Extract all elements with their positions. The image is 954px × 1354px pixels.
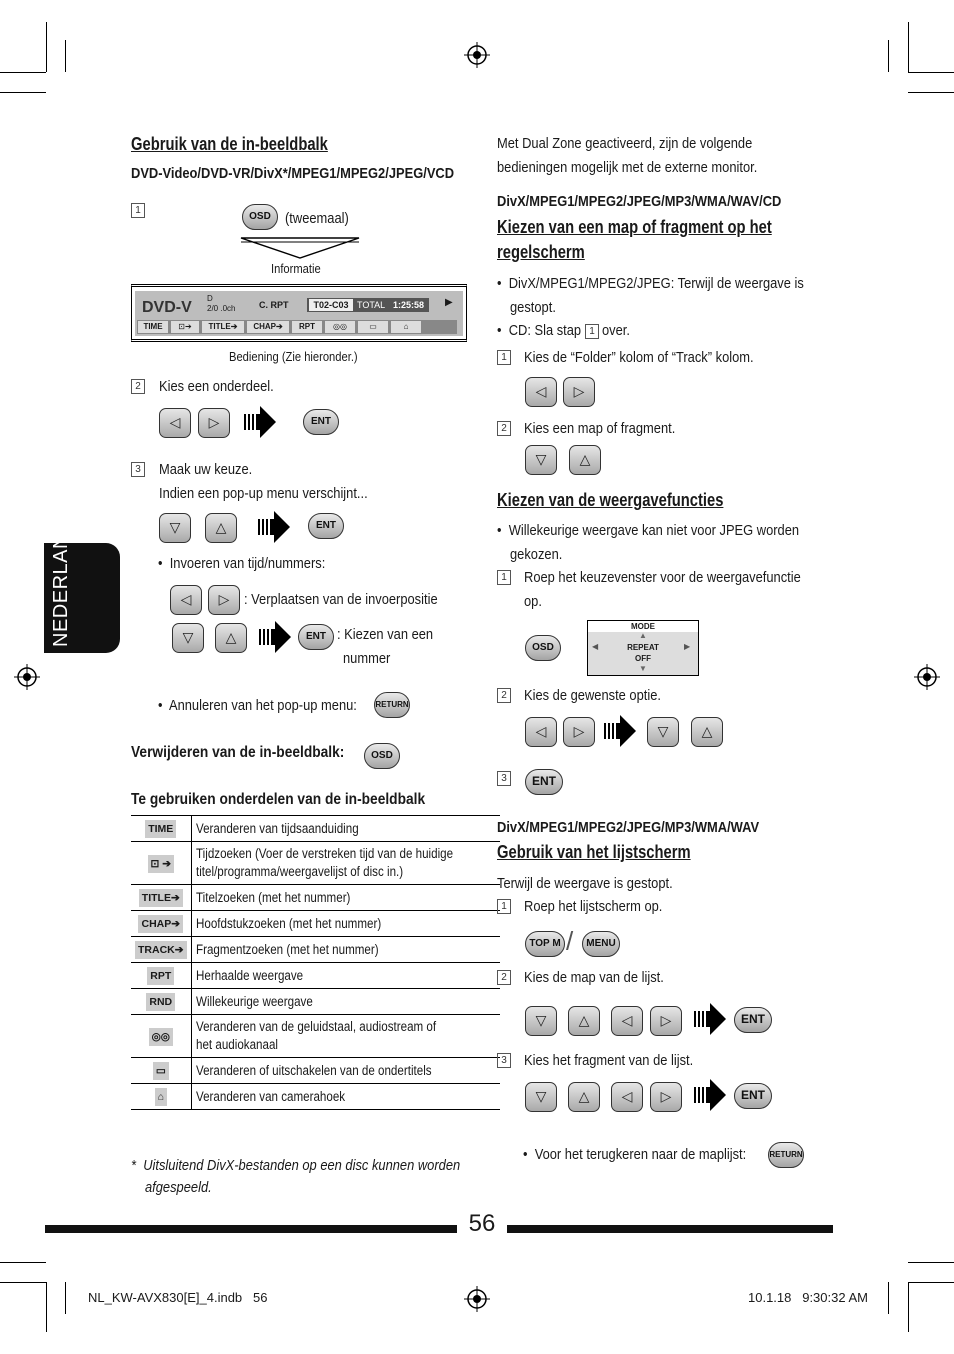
crop-mark bbox=[0, 92, 46, 93]
table-row bbox=[131, 1015, 500, 1058]
intro-text: bedieningen mogelijk met de externe monitor. bbox=[497, 159, 758, 176]
table-description-cell bbox=[191, 816, 500, 842]
return-button[interactable]: RETURN bbox=[374, 692, 410, 718]
ent-button[interactable]: ENT bbox=[298, 624, 334, 650]
crop-mark bbox=[46, 22, 47, 72]
down-button[interactable]: ▽ bbox=[159, 513, 191, 543]
mode-box bbox=[587, 620, 699, 676]
left-triangle-icon: ◀ bbox=[592, 642, 599, 651]
step-text: Kies de “Folder” kolom of “Track” kolom. bbox=[524, 349, 754, 366]
footer-rule bbox=[507, 1225, 833, 1233]
step-text: Roep het lijstscherm op. bbox=[524, 898, 663, 915]
bullet-text: CD: Sla stap bbox=[508, 322, 582, 339]
osd-item-icon: RPT bbox=[147, 967, 174, 985]
bullet-text: Voor het terugkeren naar de maplijst: bbox=[534, 1146, 747, 1163]
osd-item-icon: ⌂ bbox=[155, 1088, 167, 1106]
step-text: Kies de map van de lijst. bbox=[524, 969, 664, 986]
left-button[interactable]: ◁ bbox=[170, 585, 202, 615]
ent-button[interactable]: ENT bbox=[525, 769, 563, 795]
up-button[interactable]: △ bbox=[205, 513, 237, 543]
step-text: Kies de gewenste optie. bbox=[524, 687, 661, 704]
slash-separator: / bbox=[566, 926, 574, 956]
osd-item-title[interactable]: TITLE➔ bbox=[202, 321, 244, 333]
crop-mark bbox=[0, 1262, 46, 1263]
crop-mark bbox=[0, 1282, 46, 1283]
table-description: Titelzoeken (met het nummer) bbox=[195, 889, 350, 905]
right-triangle-icon: ▶ bbox=[684, 642, 691, 651]
osd-item-time[interactable]: TIME bbox=[138, 321, 168, 333]
crop-mark bbox=[0, 72, 46, 73]
table-description-cell bbox=[191, 842, 500, 885]
then-arrow-icon bbox=[693, 1002, 727, 1036]
ent-button[interactable]: ENT bbox=[308, 513, 344, 539]
table-description-cell bbox=[191, 1058, 500, 1084]
up-button[interactable]: △ bbox=[691, 717, 723, 747]
table-row bbox=[131, 1058, 500, 1084]
crop-mark bbox=[888, 1282, 889, 1314]
mode-value: OFF bbox=[635, 654, 651, 663]
bullet-text: over. bbox=[602, 322, 630, 339]
crop-mark bbox=[908, 92, 954, 93]
left-button[interactable]: ◁ bbox=[611, 1006, 643, 1036]
right-button[interactable]: ▷ bbox=[650, 1006, 682, 1036]
camera-angle-icon[interactable]: ⌂ bbox=[391, 321, 421, 333]
table-row bbox=[131, 816, 500, 842]
table-icon-cell bbox=[131, 963, 191, 989]
step-text: Indien een pop-up menu verschijnt... bbox=[159, 485, 368, 502]
crop-mark bbox=[65, 1282, 66, 1314]
select-label: : Kiezen van een bbox=[337, 626, 434, 643]
table-description: Veranderen van camerahoek bbox=[195, 1088, 345, 1104]
footer-filename: NL_KW-AVX830[E]_4.indb 56 bbox=[88, 1290, 268, 1305]
mode-value: REPEAT bbox=[627, 643, 659, 652]
bullet-item: • Willekeurige weergave kan niet voor JPEG worden bbox=[497, 522, 800, 539]
then-arrow-icon bbox=[257, 510, 291, 544]
registration-mark-icon bbox=[464, 1286, 490, 1312]
table-row bbox=[131, 842, 500, 885]
language-tab bbox=[44, 505, 120, 653]
table-row bbox=[131, 885, 500, 911]
up-button[interactable]: △ bbox=[568, 1006, 600, 1036]
legend-table-wrap bbox=[131, 815, 500, 1110]
bullet-text: Invoeren van tijd/nummers: bbox=[169, 555, 326, 572]
osd-item-chap[interactable]: CHAP➔ bbox=[247, 321, 289, 333]
step-number: 1 bbox=[131, 203, 145, 218]
subtitle-icon[interactable]: ▭ bbox=[358, 321, 388, 333]
osd-button[interactable]: OSD bbox=[364, 743, 400, 769]
registration-mark-icon bbox=[464, 42, 490, 68]
osd-bar-panel bbox=[131, 284, 467, 342]
up-button[interactable]: △ bbox=[215, 623, 247, 653]
down-button[interactable]: ▽ bbox=[525, 445, 557, 475]
table-description-cell bbox=[191, 989, 500, 1015]
play-icon: ▶ bbox=[445, 297, 453, 308]
table-description: Fragmentzoeken (met het nummer) bbox=[195, 941, 379, 957]
left-button[interactable]: ◁ bbox=[611, 1082, 643, 1112]
table-icon-cell bbox=[131, 885, 191, 911]
crop-mark bbox=[888, 40, 889, 72]
osd-item-icon: TITLE➔ bbox=[139, 889, 183, 907]
table-description-cell bbox=[191, 963, 500, 989]
repeat-status: C. RPT bbox=[259, 300, 289, 310]
format-list: DivX/MPEG1/MPEG2/JPEG/MP3/WMA/WAV/CD bbox=[497, 193, 782, 210]
then-arrow-icon bbox=[693, 1078, 727, 1112]
bullet-item: • DivX/MPEG1/MPEG2/JPEG: Terwijl de weergave is bbox=[497, 275, 804, 292]
legend-table bbox=[131, 815, 500, 1110]
table-icon-cell bbox=[131, 816, 191, 842]
table-row bbox=[131, 963, 500, 989]
step-text: Maak uw keuze. bbox=[159, 461, 253, 478]
osd-button[interactable]: OSD bbox=[242, 204, 278, 230]
control-label: Bediening (Zie hieronder.) bbox=[229, 349, 358, 364]
bullet-text: Annuleren van het pop-up menu: bbox=[168, 697, 357, 714]
down-triangle-icon: ▼ bbox=[639, 664, 647, 673]
table-description-cell bbox=[191, 937, 500, 963]
down-button[interactable]: ▽ bbox=[525, 1082, 557, 1112]
step-number: 1 bbox=[497, 350, 511, 365]
osd-item-icon: RND bbox=[146, 993, 175, 1011]
then-arrow-icon bbox=[243, 405, 277, 439]
down-button[interactable]: ▽ bbox=[647, 717, 679, 747]
table-row bbox=[131, 1084, 500, 1110]
crop-mark bbox=[46, 1282, 47, 1332]
crop-mark bbox=[908, 1282, 954, 1283]
step-number: 3 bbox=[131, 462, 145, 477]
info-label: Informatie bbox=[271, 261, 321, 276]
osd-item-icon: ⊡ ➔ bbox=[148, 855, 175, 873]
left-button[interactable]: ◁ bbox=[159, 408, 191, 438]
intro-text: Met Dual Zone geactiveerd, zijn de volgende bbox=[497, 135, 753, 152]
bullet-text: gekozen. bbox=[510, 546, 563, 563]
right-button[interactable]: ▷ bbox=[563, 717, 595, 747]
table-description: Veranderen of uitschakelen van de ondertitels bbox=[195, 1062, 432, 1078]
bullet-text: gestopt. bbox=[510, 299, 556, 316]
table-description: Herhaalde weergave bbox=[195, 967, 303, 983]
table-title: Te gebruiken onderdelen van de in-beeldbalk bbox=[131, 791, 426, 808]
table-row bbox=[131, 937, 500, 963]
left-button[interactable]: ◁ bbox=[525, 717, 557, 747]
osd-item-title-label: TITLE bbox=[208, 322, 231, 331]
step-number: 2 bbox=[497, 688, 511, 703]
registration-mark-icon bbox=[14, 664, 40, 690]
table-icon-cell bbox=[131, 989, 191, 1015]
crop-mark bbox=[65, 40, 66, 72]
bullet-text: DivX/MPEG1/MPEG2/JPEG: Terwijl de weergave is bbox=[508, 275, 804, 292]
step-number: 1 bbox=[497, 570, 511, 585]
table-icon-cell bbox=[131, 1084, 191, 1110]
right-button[interactable]: ▷ bbox=[563, 377, 595, 407]
step-note: (tweemaal) bbox=[285, 210, 349, 227]
osd-item-icon: ◎◎ bbox=[149, 1028, 173, 1046]
step-text: Roep het keuzevenster voor de weergavefunctie bbox=[524, 569, 801, 586]
step-number: 3 bbox=[497, 1053, 511, 1068]
crop-mark bbox=[908, 72, 954, 73]
format-list: DVD-Video/DVD-VR/DivX*/MPEG1/MPEG2/JPEG/VCD bbox=[131, 165, 455, 182]
up-button[interactable]: △ bbox=[569, 445, 601, 475]
registration-mark-icon bbox=[914, 664, 940, 690]
audio-icon[interactable]: ◎◎ bbox=[325, 321, 355, 333]
step-number: 1 bbox=[497, 899, 511, 914]
top-menu-button[interactable]: TOP M bbox=[525, 931, 565, 957]
right-button[interactable]: ▷ bbox=[650, 1082, 682, 1112]
table-description-cell bbox=[191, 885, 500, 911]
time-search-icon[interactable]: ⊡➔ bbox=[171, 321, 199, 333]
then-arrow-icon bbox=[603, 714, 637, 748]
osd-item-rpt[interactable]: RPT bbox=[292, 321, 322, 333]
osd-item-icon: TIME bbox=[145, 820, 176, 838]
audio-channels: 2/0 .0ch bbox=[207, 304, 236, 313]
right-button[interactable]: ▷ bbox=[198, 408, 230, 438]
right-button[interactable]: ▷ bbox=[208, 585, 240, 615]
bullet-item: • Invoeren van tijd/nummers: bbox=[158, 555, 326, 572]
table-description-cell bbox=[191, 1015, 500, 1058]
format-list: DivX/MPEG1/MPEG2/JPEG/MP3/WMA/WAV bbox=[497, 819, 760, 836]
step-number: 2 bbox=[131, 379, 145, 394]
table-icon-cell bbox=[131, 937, 191, 963]
step-text: Kies het fragment van de lijst. bbox=[524, 1052, 694, 1069]
footnote-text: Uitsluitend DivX-bestanden op een disc kunnen worden bbox=[143, 1157, 461, 1174]
disc-type: DVD-V bbox=[142, 299, 192, 316]
table-description: Willekeurige weergave bbox=[195, 993, 313, 1009]
table-icon-cell bbox=[131, 1058, 191, 1084]
osd-item-icon: ▭ bbox=[153, 1062, 169, 1080]
bullet-item: • Voor het terugkeren naar de maplijst: bbox=[523, 1146, 747, 1163]
language-tab-label: NEDERLANDS bbox=[50, 505, 72, 647]
mode-title: MODE bbox=[588, 621, 698, 632]
down-button[interactable]: ▽ bbox=[525, 1006, 557, 1036]
osd-item-icon: CHAP➔ bbox=[138, 915, 183, 933]
move-label: : Verplaatsen van de invoerpositie bbox=[244, 591, 438, 608]
table-icon-cell bbox=[131, 1015, 191, 1058]
osd-item-icon: TRACK➔ bbox=[135, 941, 187, 959]
osd-button[interactable]: OSD bbox=[525, 635, 561, 661]
audio-format: D bbox=[207, 294, 213, 303]
page-number: 56 bbox=[468, 1210, 496, 1237]
step-text: Kies een onderdeel. bbox=[159, 378, 274, 395]
section-heading: Kiezen van een map of fragment op het bbox=[497, 217, 772, 237]
down-arrow-icon bbox=[239, 236, 361, 260]
table-description-cell bbox=[191, 911, 500, 937]
ent-button[interactable]: ENT bbox=[734, 1083, 772, 1109]
table-row bbox=[131, 911, 500, 937]
then-arrow-icon bbox=[258, 620, 292, 654]
footnote-text: afgespeeld. bbox=[145, 1179, 212, 1196]
table-description: Tijdzoeken (Voer de verstreken tijd van de huidige titel/programma/weergavelijst of disc in.) bbox=[195, 846, 453, 879]
total-label: TOTAL bbox=[357, 300, 386, 310]
up-button[interactable]: △ bbox=[568, 1082, 600, 1112]
footer-rule bbox=[45, 1225, 457, 1233]
section-heading: Kiezen van de weergavefuncties bbox=[497, 490, 724, 510]
section-heading: Gebruik van de in-beeldbalk bbox=[131, 134, 328, 154]
table-description-cell bbox=[191, 1084, 500, 1110]
bullet-text: Willekeurige weergave kan niet voor JPEG worden bbox=[508, 522, 800, 539]
menu-button[interactable]: MENU bbox=[582, 931, 620, 957]
step-text: op. bbox=[524, 593, 542, 610]
table-icon-cell bbox=[131, 911, 191, 937]
step-text: Kies een map of fragment. bbox=[524, 420, 676, 437]
osd-item-chap-label: CHAP bbox=[253, 322, 276, 331]
left-button[interactable]: ◁ bbox=[525, 377, 557, 407]
section-heading: Gebruik van het lijstscherm bbox=[497, 842, 691, 862]
footer-timestamp: 10.1.18 9:30:32 AM bbox=[748, 1290, 868, 1305]
table-description: Veranderen van tijdsaanduiding bbox=[195, 820, 359, 836]
table-row bbox=[131, 989, 500, 1015]
table-icon-cell bbox=[131, 842, 191, 885]
ent-button[interactable]: ENT bbox=[303, 409, 339, 435]
elapsed-time: 1:25:58 bbox=[393, 300, 425, 310]
crop-mark bbox=[908, 22, 909, 72]
crop-mark bbox=[908, 1282, 909, 1332]
section-heading: regelscherm bbox=[497, 242, 585, 262]
select-label: nummer bbox=[343, 650, 391, 667]
return-button[interactable]: RETURN bbox=[768, 1142, 804, 1168]
bullet-item: • CD: Sla stap bbox=[497, 322, 582, 339]
intro-text: Terwijl de weergave is gestopt. bbox=[497, 875, 673, 892]
ent-button[interactable]: ENT bbox=[734, 1007, 772, 1033]
up-triangle-icon: ▲ bbox=[639, 631, 647, 640]
step-number: 1 bbox=[585, 324, 599, 339]
footnote: * Uitsluitend DivX-bestanden op een disc kunnen worden bbox=[131, 1157, 461, 1174]
step-number: 2 bbox=[497, 970, 511, 985]
down-button[interactable]: ▽ bbox=[172, 623, 204, 653]
bullet-item: • Annuleren van het pop-up menu: bbox=[158, 697, 357, 714]
step-number: 2 bbox=[497, 421, 511, 436]
crop-mark bbox=[908, 1262, 954, 1263]
table-description: Veranderen van de geluidstaal, audiostream of het audiokanaal bbox=[195, 1019, 436, 1052]
table-description: Hoofdstukzoeken (met het nummer) bbox=[195, 915, 381, 931]
track-chapter: T02-C03 bbox=[309, 299, 353, 311]
step-number: 3 bbox=[497, 771, 511, 786]
remove-label: Verwijderen van de in-beeldbalk: bbox=[131, 744, 345, 761]
